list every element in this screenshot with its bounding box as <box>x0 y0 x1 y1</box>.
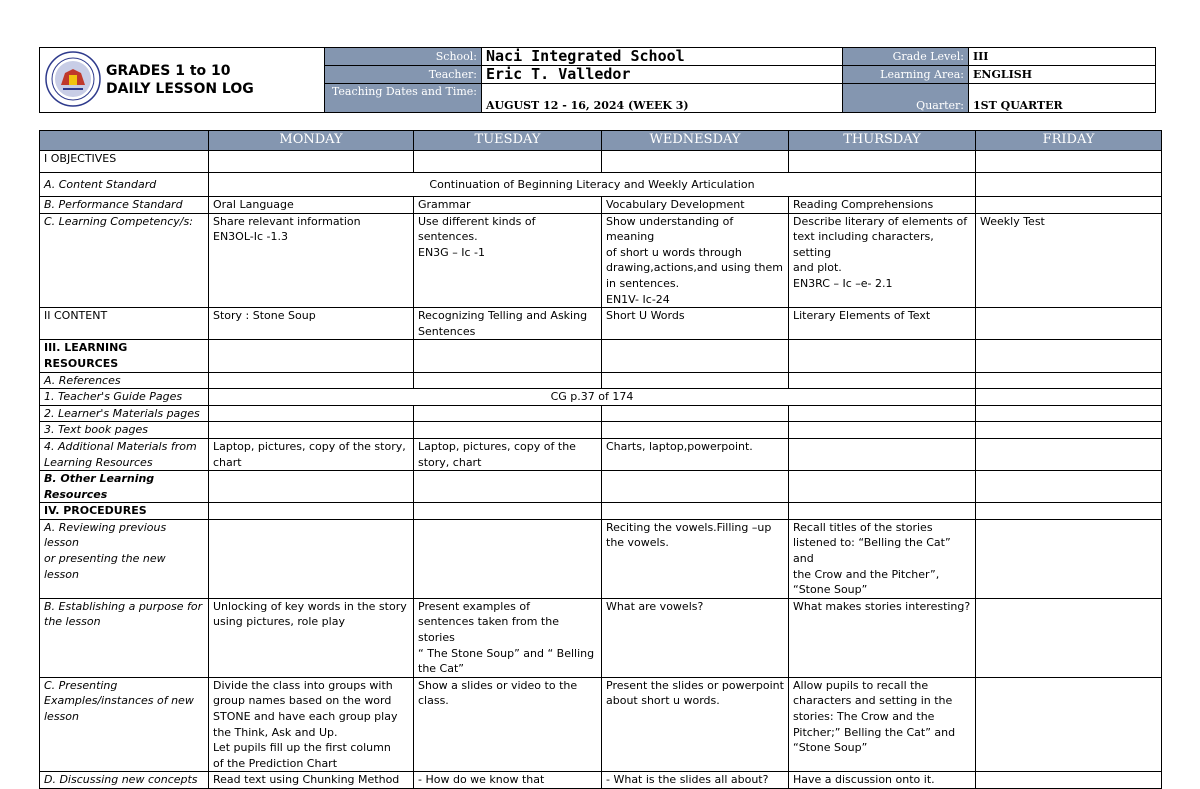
additional-materials-label: 4. Additional Materials from Learning Resources <box>40 438 209 470</box>
day-friday: FRIDAY <box>976 131 1162 151</box>
textbook-pages-label: 3. Text book pages <box>40 422 209 439</box>
presenting-monday: Divide the class into groups with group names based on the word STONE and have each group play the Think, Ask and Up. Let pupils fill up the first column of the Prediction Chart <box>209 677 414 772</box>
learning-area-value: ENGLISH <box>968 65 1156 84</box>
learners-materials-label: 2. Learner's Materials pages <box>40 405 209 422</box>
purpose-wednesday: What are vowels? <box>602 598 789 677</box>
content-tuesday: Recognizing Telling and Asking Sentences <box>414 308 602 340</box>
procedures-label: IV. PROCEDURES <box>40 503 209 520</box>
competency-monday: Share relevant information EN3OL-Ic -1.3 <box>209 213 414 308</box>
objectives-label: I OBJECTIVES <box>40 151 209 173</box>
resources-label: III. LEARNING RESOURCES <box>40 340 209 372</box>
content-standard-value: Continuation of Beginning Literacy and Weekly Articulation <box>209 173 976 197</box>
content-label: II CONTENT <box>40 308 209 340</box>
additional-materials-tuesday: Laptop, pictures, copy of the story, chart <box>414 438 602 470</box>
other-resources-label: B. Other Learning Resources <box>40 471 209 503</box>
school-value: Naci Integrated School <box>481 47 843 66</box>
title-line-1: GRADES 1 to 10 <box>106 63 231 79</box>
content-standard-label: A. Content Standard <box>40 173 209 197</box>
discussing-tuesday: - How do we know that <box>414 772 602 789</box>
deped-seal-icon <box>45 51 101 107</box>
content-monday: Story : Stone Soup <box>209 308 414 340</box>
document-title <box>106 62 254 98</box>
presenting-thursday: Allow pupils to recall the characters and setting in the stories: The Crow and the Pitcher;” Belling the Cat” and “Stone Soup” <box>789 677 976 772</box>
reviewing-wednesday: Reciting the vowels.Filling –up the vowels. <box>602 519 789 598</box>
discussing-wednesday: - What is the slides all about? <box>602 772 789 789</box>
day-tuesday: TUESDAY <box>414 131 602 151</box>
purpose-monday: Unlocking of key words in the story using pictures, role play <box>209 598 414 677</box>
performance-monday: Oral Language <box>209 197 414 214</box>
content-wednesday: Short U Words <box>602 308 789 340</box>
days-header-row <box>40 131 1162 151</box>
table-row <box>40 213 1162 308</box>
performance-standard-label: B. Performance Standard <box>40 197 209 214</box>
purpose-label: B. Establishing a purpose for the lesson <box>40 598 209 677</box>
presenting-label: C. Presenting Examples/instances of new lesson <box>40 677 209 772</box>
table-row <box>40 173 1162 197</box>
table-row <box>40 340 1162 372</box>
table-row <box>40 519 1162 598</box>
competency-wednesday: Show understanding of meaning of short u words through drawing,actions,and using them in sentences. EN1V- Ic-24 <box>602 213 789 308</box>
purpose-thursday: What makes stories interesting? <box>789 598 976 677</box>
table-row <box>40 503 1162 520</box>
table-row <box>40 389 1162 406</box>
discussing-label: D. Discussing new concepts <box>40 772 209 789</box>
teachers-guide-value: CG p.37 of 174 <box>209 389 976 406</box>
table-row <box>40 677 1162 772</box>
table-row <box>40 438 1162 470</box>
table-row <box>40 308 1162 340</box>
quarter-label: Quarter: <box>842 83 969 113</box>
table-row <box>40 197 1162 214</box>
teacher-value: Eric T. Valledor <box>481 65 843 84</box>
reviewing-label: A. Reviewing previous lesson or presenting the new lesson <box>40 519 209 598</box>
dates-label: Teaching Dates and Time: <box>324 83 482 113</box>
additional-materials-monday: Laptop, pictures, copy of the story, chart <box>209 438 414 470</box>
quarter-value: 1ST QUARTER <box>968 83 1156 113</box>
discussing-thursday: Have a discussion onto it. <box>789 772 976 789</box>
day-wednesday: WEDNESDAY <box>602 131 789 151</box>
additional-materials-wednesday: Charts, laptop,powerpoint. <box>602 438 789 470</box>
competency-tuesday: Use different kinds of sentences. EN3G – Ic -1 <box>414 213 602 308</box>
dates-value: AUGUST 12 - 16, 2024 (WEEK 3) <box>481 83 843 113</box>
reviewing-thursday: Recall titles of the stories listened to: “Belling the Cat” and the Crow and the Pitcher”, “Stone Soup” <box>789 519 976 598</box>
corner-cell <box>40 131 209 151</box>
table-row <box>40 405 1162 422</box>
performance-thursday: Reading Comprehensions <box>789 197 976 214</box>
references-label: A. References <box>40 372 209 389</box>
performance-tuesday: Grammar <box>414 197 602 214</box>
presenting-tuesday: Show a slides or video to the class. <box>414 677 602 772</box>
day-thursday: THURSDAY <box>789 131 976 151</box>
purpose-tuesday: Present examples of sentences taken from the stories “ The Stone Soup” and “ Belling the Cat” <box>414 598 602 677</box>
discussing-monday: Read text using Chunking Method <box>209 772 414 789</box>
performance-wednesday: Vocabulary Development <box>602 197 789 214</box>
competency-thursday: Describe literary of elements of text including characters, setting and plot. EN3RC – Ic –e- 2.1 <box>789 213 976 308</box>
teacher-label: Teacher: <box>324 65 482 84</box>
presenting-wednesday: Present the slides or powerpoint about short u words. <box>602 677 789 772</box>
grade-level-value: III <box>968 47 1156 66</box>
school-label: School: <box>324 47 482 66</box>
teachers-guide-label: 1. Teacher's Guide Pages <box>40 389 209 406</box>
table-row <box>40 151 1162 173</box>
competency-label: C. Learning Competency/s: <box>40 213 209 308</box>
table-row <box>40 422 1162 439</box>
lesson-log-table <box>39 130 1162 789</box>
content-thursday: Literary Elements of Text <box>789 308 976 340</box>
competency-friday: Weekly Test <box>976 213 1162 308</box>
table-row <box>40 772 1162 789</box>
grade-level-label: Grade Level: <box>842 47 969 66</box>
title-line-2: DAILY LESSON LOG <box>106 81 254 97</box>
learning-area-label: Learning Area: <box>842 65 969 84</box>
table-row <box>40 372 1162 389</box>
table-row <box>40 471 1162 503</box>
day-monday: MONDAY <box>209 131 414 151</box>
table-row <box>40 598 1162 677</box>
